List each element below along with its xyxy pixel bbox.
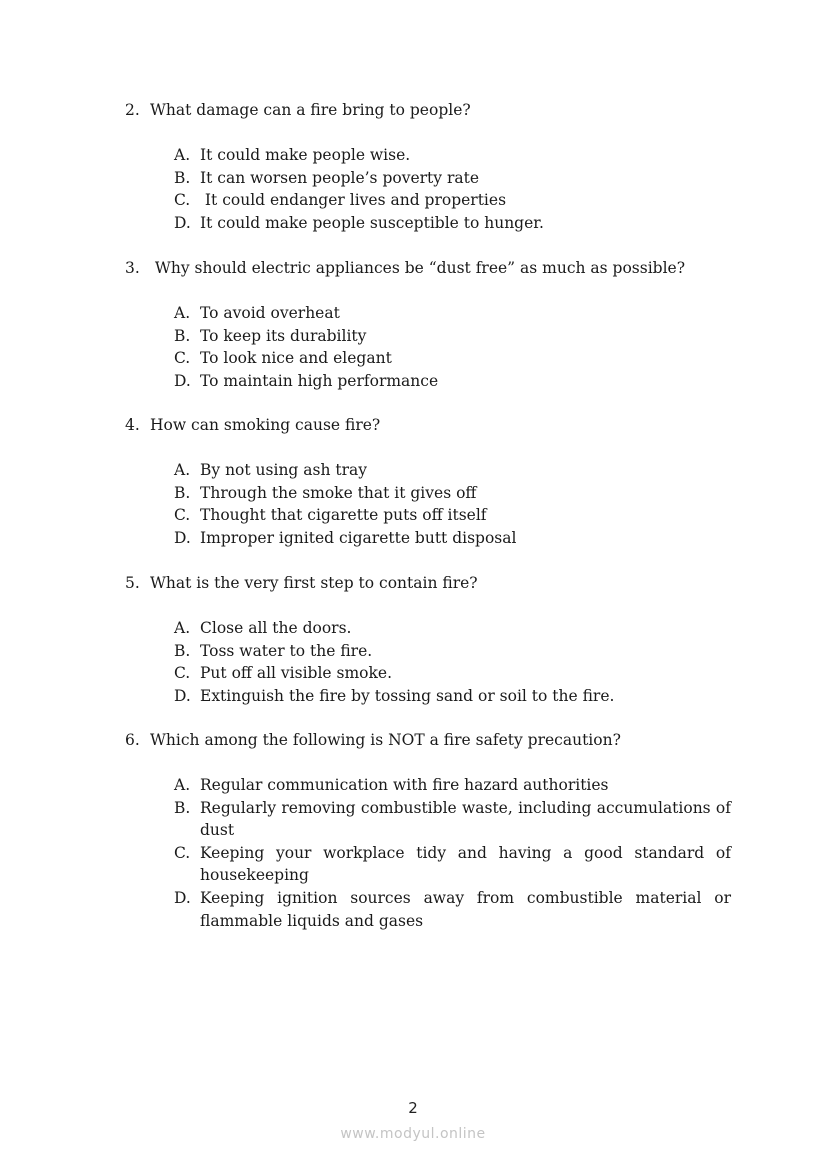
choice-text: It could make people wise. (200, 146, 411, 164)
question-text: Which among the following is NOT a fire safety precaution? (150, 731, 621, 749)
choice-list (125, 302, 735, 392)
choice-c (174, 662, 735, 685)
choice-list (125, 459, 735, 549)
choice-text: To avoid overheat (200, 304, 340, 322)
choice-d (174, 685, 735, 708)
choice-letter: B. (174, 483, 191, 502)
question-stem (125, 99, 735, 121)
choice-letter: D. (174, 213, 191, 232)
question-3 (125, 257, 735, 392)
choice-letter: A. (174, 461, 191, 479)
choice-a (174, 144, 735, 167)
question-stem (125, 729, 735, 751)
choice-letter: B. (174, 641, 191, 660)
question-6 (125, 729, 735, 932)
choice-b (174, 640, 735, 663)
watermark: www.modyul.online (340, 1126, 486, 1142)
choice-b (174, 482, 735, 505)
question-text: Why should electric appliances be “dust free” as much as possible? (150, 259, 686, 277)
question-number: 2. (125, 101, 140, 119)
choice-letter: C. (174, 191, 191, 210)
choice-text: By not using ash tray (200, 461, 368, 479)
choice-list (125, 774, 735, 932)
choice-letter: C. (174, 843, 191, 862)
question-number: 6. (125, 731, 140, 749)
choice-c (174, 504, 735, 527)
question-text: What is the very first step to contain fire? (150, 574, 478, 592)
question-5 (125, 572, 735, 707)
choice-text: Keeping your workplace tidy and having a good standard of housekeeping (200, 843, 731, 885)
choice-letter: D. (174, 371, 191, 390)
choice-letter: B. (174, 798, 191, 817)
choice-text: To look nice and elegant (200, 349, 392, 368)
choice-d (174, 887, 735, 932)
choice-d (174, 212, 735, 235)
choice-letter: C. (174, 349, 191, 368)
question-4 (125, 414, 735, 549)
choice-text: Keeping ignition sources away from combustible material or flammable liquids and gases (200, 888, 731, 930)
choice-letter: C. (174, 506, 191, 525)
question-number: 3. (125, 259, 140, 277)
choice-letter: A. (174, 146, 191, 164)
question-stem (125, 257, 735, 279)
question-number: 4. (125, 416, 140, 434)
choice-text: Thought that cigarette puts off itself (200, 506, 487, 525)
choice-letter: C. (174, 664, 191, 683)
question-2 (125, 99, 735, 234)
choice-b (174, 167, 735, 190)
choice-text: Through the smoke that it gives off (200, 483, 477, 502)
choice-a (174, 302, 735, 325)
choice-letter: A. (174, 304, 191, 322)
choice-text: Close all the doors. (200, 619, 352, 637)
choice-b (174, 325, 735, 348)
choice-a (174, 774, 735, 797)
choice-text: Toss water to the fire. (200, 641, 373, 660)
question-stem (125, 414, 735, 436)
choice-d (174, 527, 735, 550)
choice-text: To keep its durability (200, 326, 367, 345)
page-number: 2 (408, 1099, 418, 1117)
choice-letter: A. (174, 619, 191, 637)
choice-text: To maintain high performance (200, 371, 439, 390)
question-text: What damage can a fire bring to people? (150, 101, 471, 119)
choice-c (174, 347, 735, 370)
choice-d (174, 370, 735, 393)
question-number: 5. (125, 574, 140, 592)
choice-text: Regular communication with fire hazard authorities (200, 776, 609, 794)
choice-text: Extinguish the fire by tossing sand or soil to the fire. (200, 686, 615, 705)
choice-c (174, 189, 735, 212)
choice-letter: A. (174, 776, 191, 794)
choice-a (174, 459, 735, 482)
choice-c (174, 842, 735, 887)
choice-text: It could endanger lives and properties (200, 191, 507, 210)
choice-text: Regularly removing combustible waste, including accumulations of dust (200, 798, 731, 840)
choice-letter: D. (174, 686, 191, 705)
choice-list (125, 144, 735, 234)
choice-text: Improper ignited cigarette butt disposal (200, 528, 517, 547)
question-text: How can smoking cause fire? (150, 416, 381, 434)
choice-letter: D. (174, 528, 191, 547)
question-stem (125, 572, 735, 594)
choice-text: It could make people susceptible to hunger. (200, 213, 544, 232)
choice-letter: B. (174, 168, 191, 187)
choice-list (125, 617, 735, 707)
choice-letter: D. (174, 888, 191, 907)
choice-b (174, 797, 735, 842)
choice-text: It can worsen people’s poverty rate (200, 168, 479, 187)
choice-letter: B. (174, 326, 191, 345)
choice-a (174, 617, 735, 640)
choice-text: Put off all visible smoke. (200, 664, 393, 683)
